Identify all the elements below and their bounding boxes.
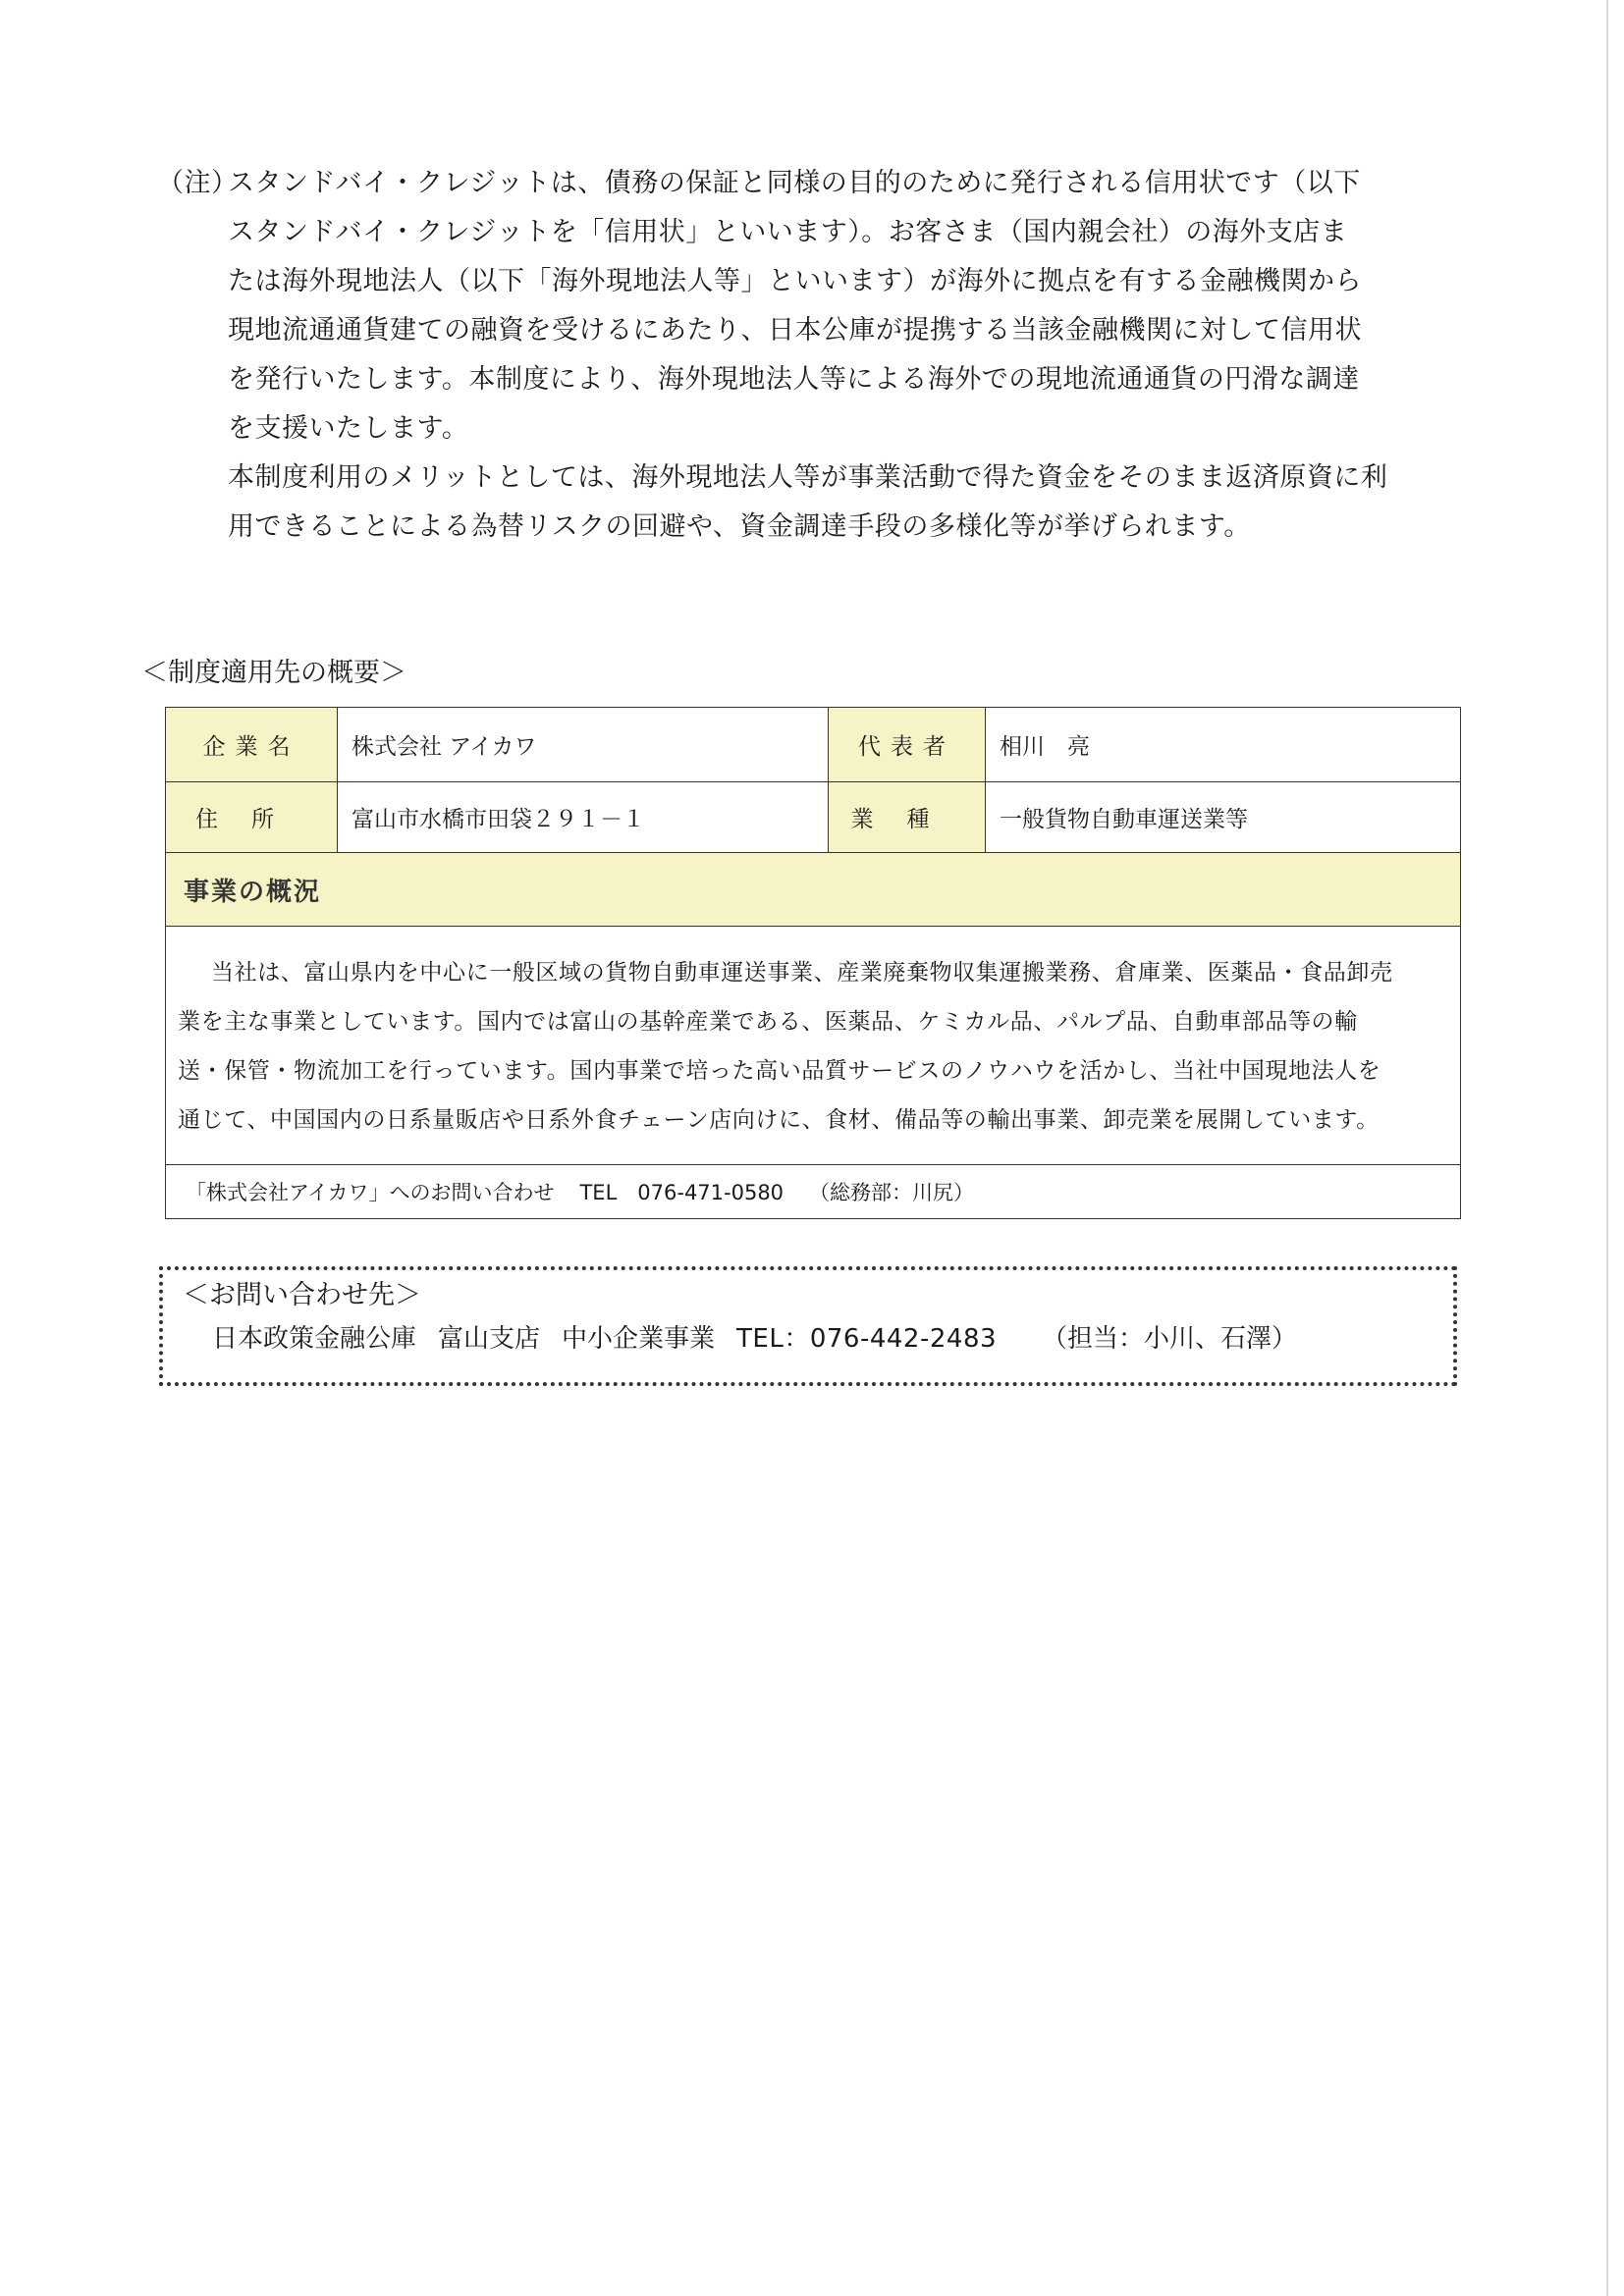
note-line: 現地流通通貨建ての融資を受けるにあたり、日本公庫が提携する当該金融機関に対して信用状 — [228, 315, 1362, 346]
note-line: 本制度利用のメリットとしては、海外現地法人等が事業活動で得た資金をそのまま返済原資に利 — [228, 462, 1388, 493]
company-contact-tel: TEL 076-471-0580 — [579, 1181, 785, 1204]
address-value: 富山市水橋市田袋２９１－１ — [338, 782, 829, 852]
note-line: 用できることによる為替リスクの回避や、資金調達手段の多様化等が挙げられます。 — [228, 511, 1251, 542]
company-name-value: 株式会社 アイカワ — [338, 708, 829, 781]
representative-label: 代表者 — [829, 708, 986, 781]
business-body-row — [166, 927, 1460, 1165]
note-line: を発行いたします。本制度により、海外現地法人等による海外での現地流通通貨の円滑な調達 — [228, 364, 1360, 395]
table-row — [166, 708, 1460, 782]
company-contact-label: 「株式会社アイカワ」へのお問い合わせ — [186, 1181, 555, 1204]
inquiry-division: 中小企業事業 — [562, 1324, 716, 1354]
inquiry-branch: 富山支店 — [438, 1324, 541, 1354]
inquiry-person: （担当：小川、石澤） — [1042, 1324, 1298, 1354]
overview-title: ＜制度適用先の概要＞ — [141, 658, 406, 688]
business-header-row — [166, 853, 1460, 927]
note-line: スタンドバイ・クレジットを「信用状」といいます）。お客さま（国内親会社）の海外支店ま — [228, 217, 1348, 247]
business-overview-header: 事業の概況 — [166, 853, 1460, 926]
business-overview-text — [166, 927, 1405, 1164]
note-body — [228, 159, 1453, 454]
business-line: 当社は、富山県内を中心に一般区域の貨物自動車運送事業、産業廃棄物収集運搬業務、倉庫業、医薬品・食品卸売 — [211, 960, 1393, 986]
note-line: たは海外現地法人（以下「海外現地法人等」といいます）が海外に拠点を有する金融機関から — [228, 266, 1362, 296]
note-merit — [157, 454, 1453, 552]
address-label: 住所 — [166, 782, 338, 852]
representative-value: 相川 亮 — [1000, 734, 1090, 760]
inquiry-details — [212, 1319, 1319, 1359]
company-contact-dept: （総務部：川尻） — [809, 1181, 975, 1204]
industry-label: 業種 — [829, 782, 986, 852]
table-row — [166, 782, 1460, 853]
note-line: スタンドバイ・クレジットは、債務の保証と同様の目的のために発行される信用状です（以下 — [228, 168, 1361, 198]
company-overview-table — [165, 707, 1461, 1219]
business-line: 送・保管・物流加工を行っています。国内事業で培った高い品質サービスのノウハウを活かし、当社中国現地法人を — [178, 1058, 1381, 1084]
company-contact-row — [166, 1165, 1460, 1218]
note-label: （注） — [157, 168, 239, 198]
note-section — [157, 159, 1453, 552]
inquiry-title: ＜お問い合わせ先＞ — [183, 1280, 421, 1310]
inquiry-box — [159, 1266, 1457, 1386]
inquiry-tel: TEL：076-442-2483 — [736, 1324, 998, 1354]
note-line: を支援いたします。 — [228, 413, 469, 444]
business-line: 業を主な事業としています。国内では富山の基幹産業である、医薬品、ケミカル品、パルプ品、自動車部品等の輸 — [178, 1009, 1358, 1035]
page-edge-line — [1606, 0, 1608, 2296]
industry-value: 一般貨物自動車運送業等 — [1000, 807, 1248, 832]
company-name-label: 企業名 — [166, 708, 338, 781]
business-line: 通じて、中国国内の日系量販店や日系外食チェーン店向けに、食材、備品等の輸出事業、卸売業を展開しています。 — [178, 1107, 1380, 1133]
inquiry-org: 日本政策金融公庫 — [212, 1324, 417, 1354]
